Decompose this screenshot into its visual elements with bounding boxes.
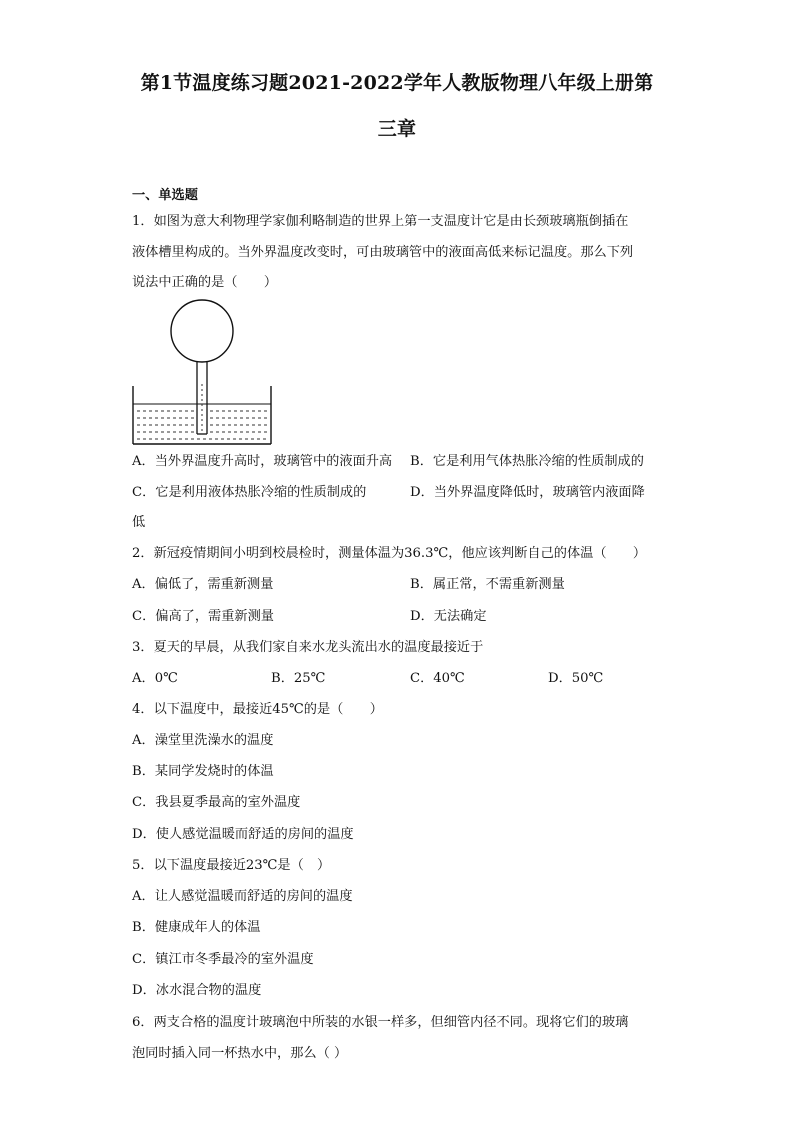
q4-stem: 4．以下温度中，最接近45℃的是（ ） <box>132 702 383 717</box>
q3-option-a: A．0℃ <box>132 671 178 686</box>
page-title-line-1: 第1节温度练习题2021-2022学年人教版物理八年级上册第 <box>140 72 654 94</box>
q4-option-b: B．某同学发烧时的体温 <box>132 764 274 779</box>
q1-stem-line-2: 液体槽里构成的。当外界温度改变时，可由玻璃管中的液面高低来标记温度。那么下列 <box>132 245 634 260</box>
q2-stem: 2．新冠疫情期间小明到校晨检时，测量体温为36.3℃，他应该判断自己的体温（ ） <box>132 546 647 561</box>
q4-option-d: D．使人感觉温暖而舒适的房间的温度 <box>132 827 354 842</box>
q2-option-a: A．偏低了，需重新测量 <box>132 577 274 592</box>
page-title-line-2: 三章 <box>377 118 417 140</box>
q4-option-c: C．我县夏季最高的室外温度 <box>132 795 301 810</box>
q3-option-d: D．50℃ <box>548 671 604 686</box>
q1-option-a: A．当外界温度升高时，玻璃管中的液面升高 <box>132 454 393 469</box>
q5-option-b: B．健康成年人的体温 <box>132 920 261 935</box>
q1-option-d-continued: 低 <box>132 515 146 530</box>
q6-stem-line-1: 6．两支合格的温度计玻璃泡中所装的水银一样多，但细管内径不同。现将它们的玻璃 <box>132 1015 629 1030</box>
q1-option-b: B．它是利用气体热胀冷缩的性质制成的 <box>410 454 644 469</box>
section-heading: 一、单选题 <box>132 188 198 203</box>
q1-option-d: D．当外界温度降低时，玻璃管内液面降 <box>410 485 645 500</box>
q3-stem: 3．夏天的早晨，从我们家自来水龙头流出水的温度最接近于 <box>132 640 484 655</box>
q1-option-c: C．它是利用液体热胀冷缩的性质制成的 <box>132 485 367 500</box>
q3-option-b: B．25℃ <box>271 671 326 686</box>
q2-option-c: C．偏高了，需重新测量 <box>132 609 274 624</box>
q5-option-d: D．冰水混合物的温度 <box>132 983 262 998</box>
q3-option-c: C．40℃ <box>410 671 465 686</box>
q4-option-a: A．澡堂里洗澡水的温度 <box>132 733 274 748</box>
q5-stem: 5．以下温度最接近23℃是（ ） <box>132 858 331 873</box>
galileo-thermometer-figure <box>128 298 278 446</box>
q1-stem-line-1: 1．如图为意大利物理学家伽利略制造的世界上第一支温度计它是由长颈玻璃瓶倒插在 <box>132 214 629 229</box>
q1-stem-line-3: 说法中正确的是（ ） <box>132 275 278 290</box>
q5-option-c: C．镇江市冬季最冷的室外温度 <box>132 952 314 967</box>
q2-option-b: B．属正常，不需重新测量 <box>410 577 565 592</box>
q5-option-a: A．让人感觉温暖而舒适的房间的温度 <box>132 889 353 904</box>
q6-stem-line-2: 泡同时插入同一杯热水中，那么（ ） <box>132 1046 348 1061</box>
q2-option-d: D．无法确定 <box>410 609 487 624</box>
